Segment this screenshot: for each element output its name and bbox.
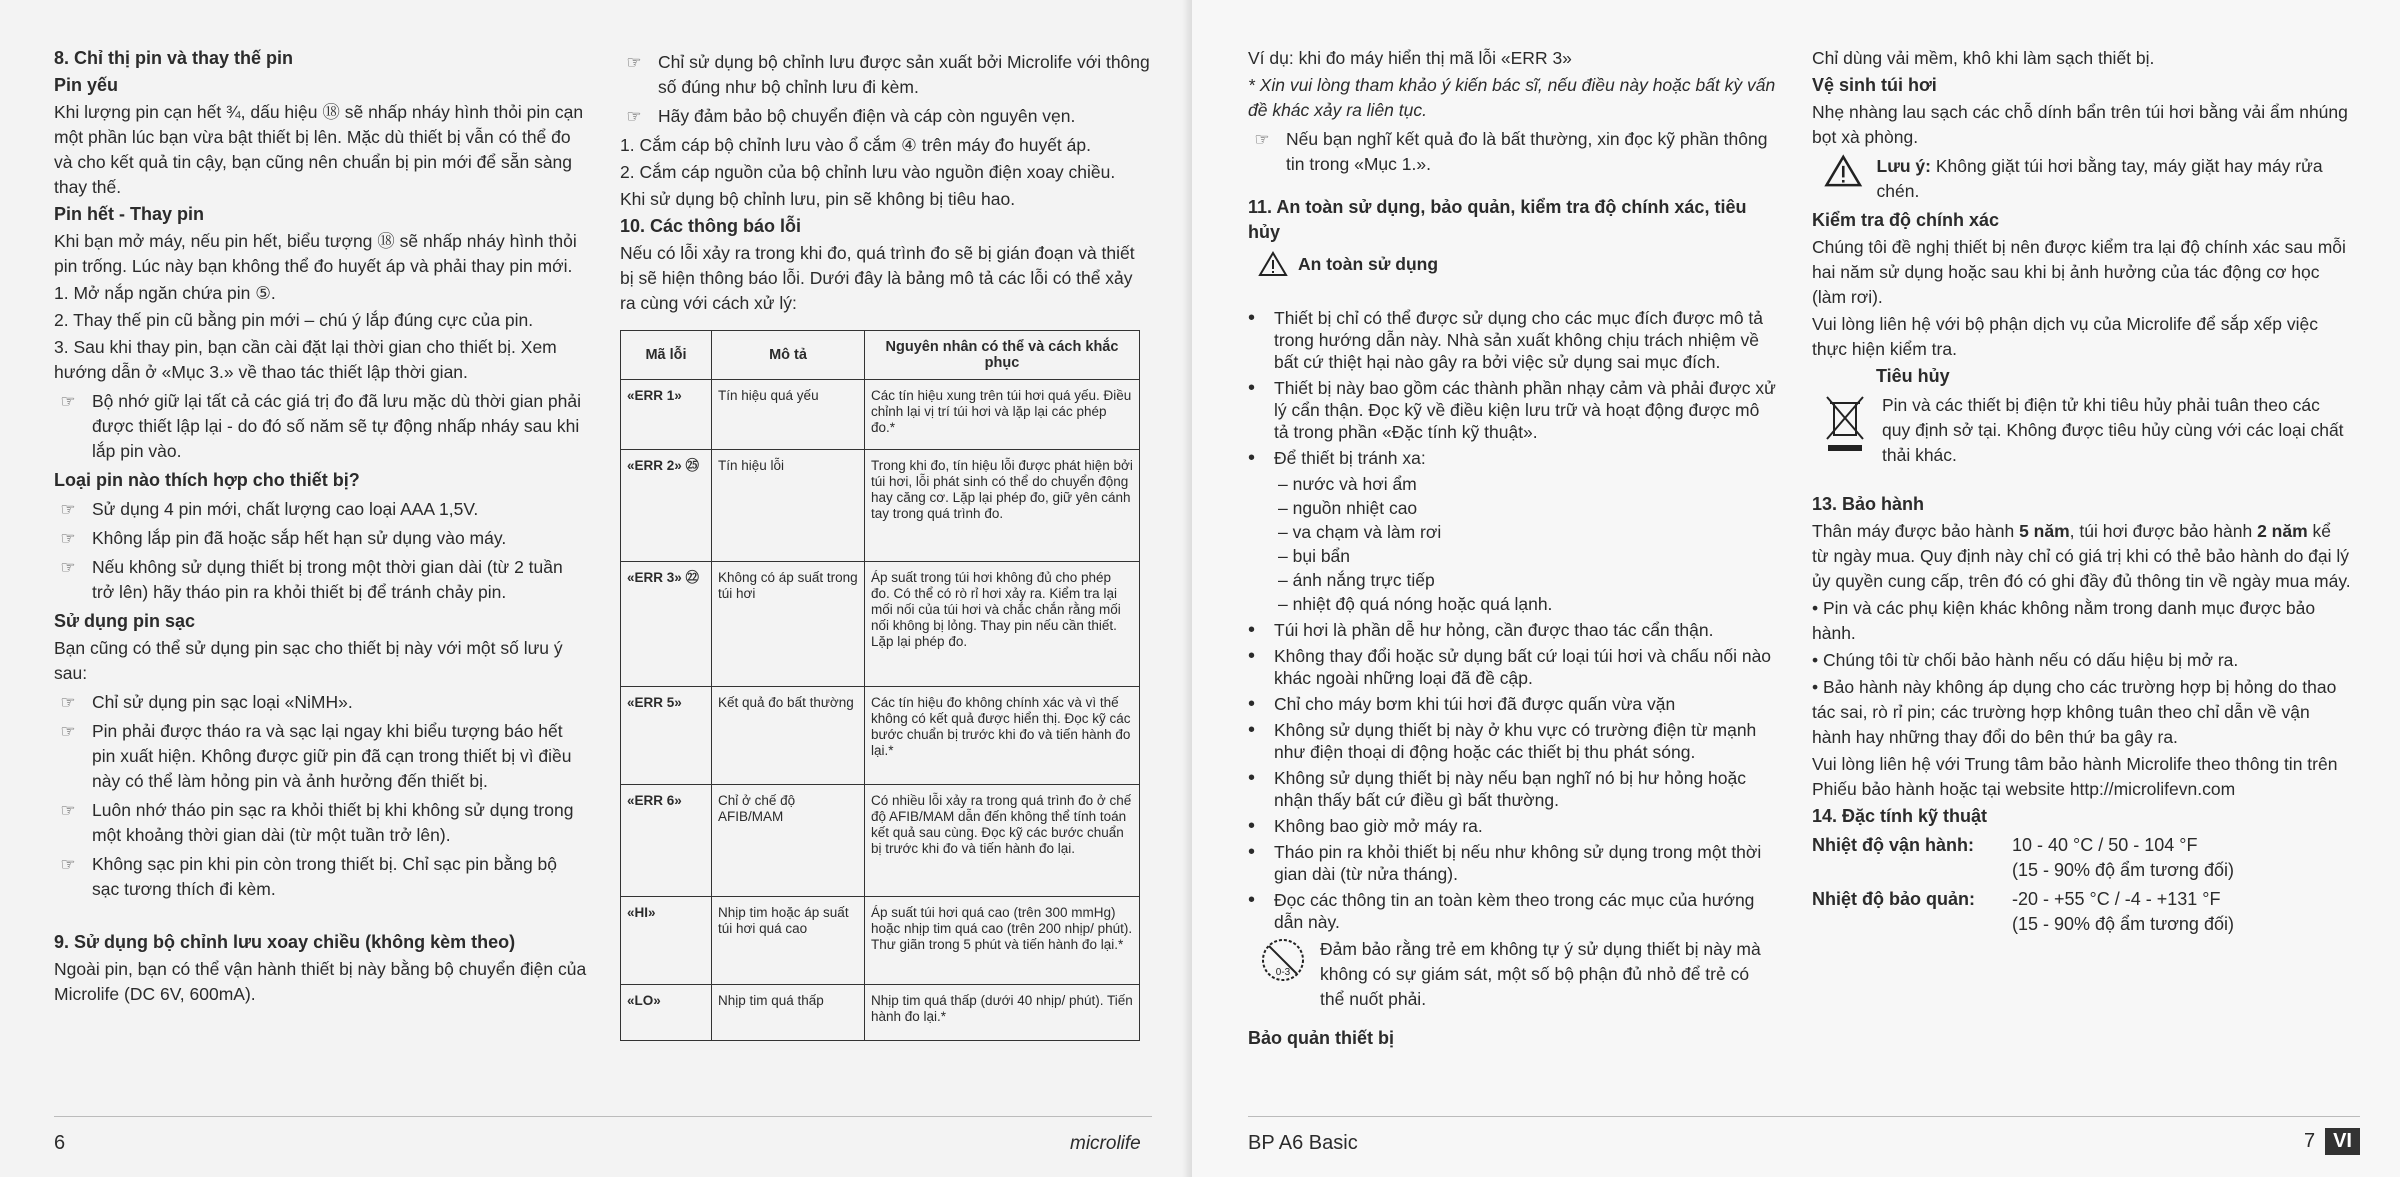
warning-icon [1258, 251, 1288, 277]
right-page [1192, 0, 2400, 1177]
safety-bullet-11: • Đọc các thông tin an toàn kèm theo trong các mục của hướng dẫn này. [1248, 889, 1755, 932]
left-page-number: 6 [54, 1132, 66, 1154]
svg-text:0-3: 0-3 [1275, 967, 1291, 978]
crossed-bin-icon [1822, 393, 1868, 468]
error-table [620, 330, 1140, 1041]
safety-bullet-1: • Thiết bị chỉ có thể được sử dụng cho các mục đích được mô tả trong hướng dẫn này. Nhà sản xuất không chịu trách nhiệm về bất cứ thiệt hại nào gây ra bởi việc sử dụng sai mục đích. [1248, 307, 1764, 372]
language-badge: VI [2325, 1128, 2360, 1155]
step-2: 2. Thay thế pin cũ bằng pin mới – chú ý lắp đúng cực của pin. [54, 310, 534, 330]
disposal-title: Tiêu hủy [1876, 366, 1950, 386]
battery-empty-title: Pin hết - Thay pin [54, 204, 205, 224]
error-table-header-cause: Nguyên nhân có thể và cách khắc phục [865, 331, 1140, 380]
left-column-1 [54, 46, 589, 1009]
accuracy-title: Kiểm tra độ chính xác [1812, 210, 2000, 230]
right-footer-rule [1248, 1116, 2360, 1117]
child-warning: 0-3 Đảm bảo rằng trẻ em không tự ý sử dụng thiết bị này mà không có sự giám sát, một số bộ phận đủ nhỏ để trẻ có thể nuốt phải. [1260, 937, 1778, 1012]
note-rech-2: ☞ Pin phải được tháo ra và sạc lại ngay khi biểu tượng báo hết pin xuất hiện. Không được giữ pin đã cạn trong thiết bị vì điều này có thể làm hỏng pin và ảnh hưởng đến thiết bị. [54, 719, 589, 794]
table-row: «LO» Nhịp tim quá thấp Nhịp tim quá thấp (dưới 40 nhịp/ phút). Tiến hành đo lại.* [621, 985, 1140, 1041]
avoid-item: – nguồn nhiệt cao [1278, 498, 1418, 518]
warranty-contact: Vui lòng liên hệ với Trung tâm bảo hành Microlife theo thông tin trên Phiếu bảo hành hoặc tại website http://microlifevn.com [1812, 754, 2338, 799]
adapter-step-3: Khi sử dụng bộ chỉnh lưu, pin sẽ không bị tiêu hao. [620, 189, 1016, 209]
pointing-hand-icon: ☞ [60, 801, 76, 820]
pointing-hand-icon: ☞ [60, 722, 76, 741]
right-column-1 [1248, 46, 1778, 1053]
safety-bullet-7: • Không sử dụng thiết bị này ở khu vực có trường điện từ mạnh như điện thoại di động hoặc các thiết bị thu phát sóng. [1248, 719, 1757, 762]
table-row: «ERR 2» ㉕ Tín hiệu lỗi Trong khi đo, tín hiệu lỗi được phát hiện bởi túi hơi, lỗi phát sinh có thể do chuyển động hay căng cơ. Lặp lại phép đo, giữ yên cánh tay trong quá trình đo. [621, 450, 1140, 562]
avoid-item: – nhiệt độ quá nóng hoặc quá lạnh. [1278, 594, 1553, 614]
table-row: «HI» Nhịp tim hoặc áp suất túi hơi quá cao Áp suất túi hơi quá cao (trên 300 mmHg) hoặc nhịp tim quá cao (trên 200 nhịp/ phút). Thư giãn trong 5 phút và tiến hành đo lại.* [621, 897, 1140, 985]
warranty-bullet-1: • Pin và các phụ kiện khác không nằm trong danh mục được bảo hành. [1812, 598, 2316, 643]
warranty-bullet-3: • Bảo hành này không áp dụng cho các trường hợp bị hỏng do thao tác sai, rò rỉ pin; các trường hợp không tuân theo chỉ dẫn về vận hành hay những thay đổi do bên thứ ba gây ra. [1812, 677, 2337, 747]
section-8-title: 8. Chỉ thị pin và thay thế pin [54, 48, 294, 68]
safety-bullet-4: • Túi hơi là phần dễ hư hỏng, cần được thao tác cẩn thận. [1248, 619, 1714, 641]
section-10-title: 10. Các thông báo lỗi [620, 216, 802, 236]
section-9-title: 9. Sử dụng bộ chỉnh lưu xoay chiều (không kèm theo) [54, 932, 516, 952]
left-column-2 [620, 46, 1150, 1041]
no-children-icon [1260, 937, 1306, 1012]
avoid-item: – nước và hơi ẩm [1278, 474, 1417, 494]
safety-bullet-3: • Để thiết bị tránh xa: [1248, 447, 1426, 469]
battery-type-title: Loại pin nào thích hợp cho thiết bị? [54, 470, 360, 490]
spec-operating-temp: Nhiệt độ vận hành: 10 - 40 °C / 50 - 104 °F (15 - 90% độ ẩm tương đối) [1812, 835, 2234, 880]
pointing-hand-icon: ☞ [1254, 130, 1270, 149]
pointing-hand-icon: ☞ [60, 855, 76, 874]
cuff-warning: Lưu ý: Không giặt túi hơi bằng tay, máy giặt hay máy rửa chén. [1824, 154, 2352, 204]
rechargeable-title: Sử dụng pin sạc [54, 611, 196, 631]
table-row: «ERR 5» Kết quả đo bất thường Các tín hiệu đo không chính xác và vì thế không có kết quả được hiển thị. Đọc kỹ các bước chuẩn bị trước khi đo và tiến hành đo lại.* [621, 687, 1140, 785]
safety-bullet-2: • Thiết bị này bao gồm các thành phần nhạy cảm và phải được xử lý cẩn thận. Đọc kỹ về điều kiện lưu trữ và hoạt động được mô tả trong phần «Đặc tính kỹ thuật». [1248, 377, 1776, 442]
error-table-header-desc: Mô tả [712, 331, 865, 380]
pointing-hand-icon: ☞ [60, 392, 76, 411]
section-11-title: 11. An toàn sử dụng, bảo quản, kiểm tra độ chính xác, tiêu hủy [1248, 197, 1747, 242]
pointing-hand-icon: ☞ [60, 693, 76, 712]
note-rech-4: ☞ Không sạc pin khi pin còn trong thiết bị. Chỉ sạc pin bằng bộ sạc tương thích đi kèm. [54, 852, 589, 902]
rechargeable-text: Bạn cũng có thể sử dụng pin sạc cho thiết bị này với một số lưu ý sau: [54, 638, 563, 683]
note-battery-1: ☞ Sử dụng 4 pin mới, chất lượng cao loại AAA 1,5V. [54, 497, 589, 522]
note-adapter-1: ☞ Chỉ sử dụng bộ chỉnh lưu được sản xuất bởi Microlife với thông số đúng như bộ chỉnh lưu đi kèm. [620, 50, 1150, 100]
step-1: 1. Mở nắp ngăn chứa pin ⑤. [54, 283, 276, 303]
table-row: «ERR 6» Chỉ ở chế độ AFIB/MAM Có nhiều lỗi xảy ra trong quá trình đo ở chế độ AFIB/MAM dẫn đến không thể tính toán kết quả sau cùng. Đọc kỹ các bước chuẩn bị trước khi đo và tiến hành đo lại. [621, 785, 1140, 897]
section-14-title: 14. Đặc tính kỹ thuật [1812, 806, 1988, 826]
safety-heading: An toàn sử dụng [1258, 251, 1778, 277]
warranty-text: Thân máy được bảo hành 5 năm, túi hơi được bảo hành 2 năm kể từ ngày mua. Quy định này chỉ có giá trị khi có thẻ bảo hành do đại lý ủy quyền cung cấp, trên đó có ghi đầy đủ thông tin về ngày mua máy. [1812, 521, 2351, 591]
note-battery-3: ☞ Nếu không sử dụng thiết bị trong một thời gian dài (từ 2 tuần trở lên) hãy tháo pin ra khỏi thiết bị để tránh chảy pin. [54, 555, 589, 605]
note-rech-1: ☞ Chỉ sử dụng pin sạc loại «NiMH». [54, 690, 589, 715]
safety-bullet-9: • Không bao giờ mở máy ra. [1248, 815, 1483, 837]
low-battery-text: Khi lượng pin cạn hết ¾, dấu hiệu ⑱ sẽ nhấp nháy hình thỏi pin cạn một phần lúc bạn vừa bật thiết bị lên. Mặc dù thiết bị vẫn có thể đo và cho kết quả tin cậy, bạn cũng nên chuẩn bị pin mới để sẵn sàng thay thế. [54, 102, 584, 197]
adapter-step-2: 2. Cắm cáp nguồn của bộ chỉnh lưu vào nguồn điện xoay chiều. [620, 162, 1116, 182]
low-battery-title: Pin yếu [54, 75, 119, 95]
pointing-hand-icon: ☞ [60, 558, 76, 577]
safety-bullet-10: • Tháo pin ra khỏi thiết bị nếu như không sử dụng trong một thời gian dài (từ nửa tháng). [1248, 841, 1762, 884]
warning-icon [1824, 154, 1863, 188]
accuracy-text-1: Chúng tôi đề nghị thiết bị nên được kiểm tra lại độ chính xác sau mỗi hai năm sử dụng hoặc sau khi bị ảnh hưởng của tác động cơ học (làm rơi). [1812, 237, 2346, 307]
section-13-title: 13. Bảo hành [1812, 494, 1925, 514]
model-name: BP A6 Basic [1248, 1132, 1358, 1154]
note-memory: ☞ Bộ nhớ giữ lại tất cả các giá trị đo đã lưu mặc dù thời gian phải được thiết lập lại - do đó số năm sẽ tự động nhấp nháy sau khi lắp pin vào. [54, 389, 589, 464]
pointing-hand-icon: ☞ [626, 107, 642, 126]
section-9-text: Ngoài pin, bạn có thể vận hành thiết bị này bằng bộ chuyển điện của Microlife (DC 6V, 600mA). [54, 959, 587, 1004]
storage-title: Bảo quản thiết bị [1248, 1028, 1394, 1048]
note-battery-2: ☞ Không lắp pin đã hoặc sắp hết hạn sử dụng vào máy. [54, 526, 589, 551]
cuff-cleaning-text: Nhẹ nhàng lau sạch các chỗ dính bẩn trên túi hơi bằng vải ẩm nhúng bọt xà phòng. [1812, 102, 2348, 147]
right-page-number: 7 VI [2304, 1128, 2360, 1155]
brand-logo: microlife [1070, 1133, 1141, 1154]
cuff-cleaning-title: Vệ sinh túi hơi [1812, 75, 1937, 95]
disposal-block: Pin và các thiết bị điện tử khi tiêu hủy phải tuân theo các quy định sở tại. Không được tiêu hủy cùng với các loại chất thải khác. [1822, 393, 2352, 468]
table-row: «ERR 3» ㉒ Không có áp suất trong túi hơi Áp suất trong túi hơi không đủ cho phép đo. Có thể có rò rỉ hơi xảy ra. Kiểm tra lại mối nối của túi hơi và chắc chắn rằng mối nối không bị lỏng. Thay pin nếu cần thiết. Lặp lại phép đo. [621, 562, 1140, 687]
pointing-hand-icon: ☞ [60, 529, 76, 548]
step-3: 3. Sau khi thay pin, bạn cần cài đặt lại thời gian cho thiết bị. Xem hướng dẫn ở «Mục 3.» về thao tác thiết lập thời gian. [54, 337, 557, 382]
left-page [0, 0, 1192, 1177]
avoid-item: – bụi bẩn [1278, 546, 1351, 566]
pointing-hand-icon: ☞ [60, 500, 76, 519]
note-adapter-2: ☞ Hãy đảm bảo bộ chuyển điện và cáp còn nguyên vẹn. [620, 104, 1150, 129]
table-row: «ERR 1» Tín hiệu quá yếu Các tín hiệu xung trên túi hơi quá yếu. Điều chỉnh lại vị trí túi hơi và lặp lại các phép đo.* [621, 380, 1140, 450]
safety-bullet-8: • Không sử dụng thiết bị này nếu bạn nghĩ nó bị hư hỏng hoặc nhận thấy bất cứ điều gì bất thường. [1248, 767, 1746, 810]
right-column-2 [1812, 46, 2352, 941]
error-table-header-code: Mã lỗi [621, 331, 712, 380]
cleaning-text: Chỉ dùng vải mềm, khô khi làm sạch thiết bị. [1812, 48, 2155, 68]
safety-bullet-6: • Chỉ cho máy bơm khi túi hơi đã được quấn vừa vặn [1248, 693, 1676, 715]
battery-empty-text: Khi bạn mở máy, nếu pin hết, biểu tượng ⑱ sẽ nhấp nháy hình thỏi pin trống. Lúc này bạn không thể đo huyết áp và phải thay pin mới. [54, 231, 577, 276]
avoid-item: – va chạm và làm rơi [1278, 522, 1442, 542]
warranty-bullet-2: • Chúng tôi từ chối bảo hành nếu có dấu hiệu bị mở ra. [1812, 650, 2239, 670]
error-footnote: * Xin vui lòng tham khảo ý kiến bác sĩ, nếu điều này hoặc bất kỳ vấn đề khác xảy ra liên tục. [1248, 75, 1776, 120]
safety-bullet-5: • Không thay đổi hoặc sử dụng bất cứ loại túi hơi và chấu nối nào khác ngoài những loại đã đề cập. [1248, 645, 1772, 688]
left-footer-rule [54, 1116, 1152, 1117]
pointing-hand-icon: ☞ [626, 53, 642, 72]
adapter-step-1: 1. Cắm cáp bộ chỉnh lưu vào ổ cắm ④ trên máy đo huyết áp. [620, 135, 1091, 155]
error-example: Ví dụ: khi đo máy hiển thị mã lỗi «ERR 3» [1248, 48, 1572, 68]
note-rech-3: ☞ Luôn nhớ tháo pin sạc ra khỏi thiết bị khi không sử dụng trong một khoảng thời gian dài (từ một tuần trở lên). [54, 798, 589, 848]
note-abnormal: ☞ Nếu bạn nghĩ kết quả đo là bất thường, xin đọc kỹ phần thông tin trong «Mục 1.». [1248, 127, 1778, 177]
spec-storage-temp: Nhiệt độ bảo quản: -20 - +55 °C / -4 - +131 °F (15 - 90% độ ẩm tương đối) [1812, 889, 2234, 934]
accuracy-text-2: Vui lòng liên hệ với bộ phận dịch vụ của Microlife để sắp xếp việc thực hiện kiểm tra. [1812, 314, 2318, 359]
avoid-item: – ánh nắng trực tiếp [1278, 570, 1435, 590]
section-10-text: Nếu có lỗi xảy ra trong khi đo, quá trình đo sẽ bị gián đoạn và thiết bị sẽ hiện thông báo lỗi. Dưới đây là bảng mô tả các lỗi có thể xảy ra cùng với cách xử lý: [620, 243, 1135, 313]
